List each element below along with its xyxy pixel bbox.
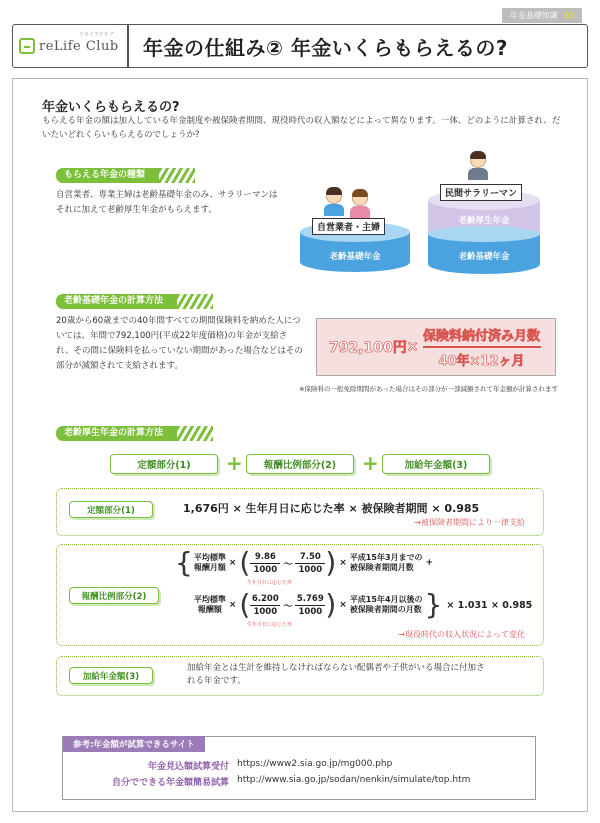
ribbon-welfare-calc [56, 426, 213, 441]
ribbon-pension-types [56, 168, 195, 183]
pill-proportional-part: 報酬比例部分(2) [246, 454, 354, 474]
fixed-part-box [56, 488, 544, 536]
ribbon-label: 老齢基礎年金の計算方法 [56, 294, 177, 309]
reference-row1-label: 年金見込額試算受付 [147, 762, 229, 772]
addition-label: 加給年金額(3) [69, 667, 153, 684]
row2-times-1: × [228, 600, 237, 610]
pill-fixed-part: 定額部分(1) [110, 454, 218, 474]
person-salaryman-icon [470, 152, 488, 180]
row2-times-2: × [339, 600, 347, 610]
cylinder-salaryman [428, 190, 540, 274]
reference-tab: 参考:年金額が試算できるサイト [63, 736, 205, 752]
fixed-part-note: →被保険者期間により一律支給 [414, 518, 525, 527]
plus-sign-2: + [362, 451, 379, 475]
proportional-row-1: { 平均標準 報酬月額 × ( 9.86 1000 〜 7.50 1000 ) × 平成15年3月までの 被保険者期間月数 + [175, 546, 434, 579]
row1-label-b: 報酬月額 [193, 563, 226, 572]
ribbon-stripes [177, 294, 213, 309]
row1-tilde: 〜 [283, 559, 293, 570]
row1-times-1: × [228, 558, 237, 568]
header-badge [502, 8, 582, 23]
intro-heading: 年金いくらもらえるの? [42, 100, 180, 115]
fixed-part-label: 定額部分(1) [69, 501, 153, 518]
ribbon-basic-calc [56, 294, 213, 309]
reference-row2-label: 自分でできる年金額簡易試算 [111, 778, 229, 788]
page-header [12, 24, 588, 68]
row1-label-a: 平均標準 [193, 553, 226, 562]
row1-sub-note: 生年月日に応じた率 [247, 580, 293, 586]
row2-f1-num: 6.200 [251, 593, 279, 604]
person-man-icon [326, 188, 344, 216]
pill-addition-amount: 加給年金額(3) [382, 454, 490, 474]
row1-f1-den: 1000 [253, 564, 278, 575]
reference-row1-link[interactable]: https://www2.sia.go.jp/mg000.php [237, 759, 393, 769]
ribbon-stripes [159, 168, 195, 183]
tag-self-employed: 自営業者・主婦 [312, 218, 385, 235]
cyl-label-basic: 老齢基礎年金 [329, 252, 381, 262]
proportional-part-box [56, 544, 544, 646]
row1-f1-num: 9.86 [254, 551, 276, 562]
badge-label: 年金基礎知識 [509, 11, 558, 20]
proportional-row-2: 平均標準 報酬額 × ( 6.200 1000 〜 5.769 1000 ) × 平成15年4月以後の 被保険者期間の月数 } × 1.031 × 0.985 [193, 588, 533, 621]
basic-calc-note: ※保険料の一般免除期間があった場合はその部分が一部減額されて年金額が計算されます [299, 385, 558, 393]
row2-f1-den: 1000 [253, 606, 278, 617]
reference-row-1 [63, 759, 392, 772]
intro-lead: もらえる年金の額は加入している年金制度や被保険者期間、現役時代の収入額などによって異なります。一体、どのように計算され、だいたいどれくらいもらえるのでしょうか? [42, 116, 561, 140]
logo [13, 25, 129, 67]
basic-calc-text: 20歳から60歳までの40年間すべての期間保険料を納めた人については、年間で792,100円(平成22年度価格)の年金が支給され、その間に保険料を払っていない期間があった場合などはその部分が減額されて支給されます。 [56, 316, 303, 371]
row1-times-2: × [339, 558, 347, 568]
logo-mark-icon [19, 38, 35, 54]
person-woman-icon [352, 190, 370, 218]
fraction-numerator: 保険料納付済み月数 [422, 329, 540, 344]
row2-term-a: 平成15年4月以後の [349, 595, 423, 604]
reference-box [62, 736, 536, 800]
row1-term-a: 平成15年3月までの [349, 553, 423, 562]
addition-text: 加給年金とは生計を維持しなければならない配偶者や子供がいる場合に付加される年金です。 [187, 663, 485, 686]
plus-sign-1: + [226, 451, 243, 475]
proportional-part-label: 報酬比例部分(2) [69, 587, 159, 604]
row1-f2-den: 1000 [298, 564, 323, 575]
fraction-denominator: 40年×12ヶ月 [438, 354, 525, 369]
row2-sub-note: 生年月日に応じた率 [247, 622, 293, 628]
cyl-label-basic-2: 老齢基礎年金 [458, 252, 510, 262]
proportional-note: →現役時代の収入状況によって変化 [398, 630, 525, 639]
row2-label-b: 報酬額 [197, 605, 222, 614]
basic-fraction [423, 325, 541, 369]
fraction-bar [423, 346, 541, 348]
reference-row-2 [63, 775, 470, 788]
ribbon-label: 老齢厚生年金の計算方法 [56, 426, 177, 441]
row2-term-b: 被保険者期間の月数 [349, 605, 422, 614]
page-title: 年金の仕組み② 年金いくらもらえるの? [143, 35, 508, 60]
ribbon-label: もらえる年金の種類 [56, 168, 159, 183]
row2-tilde: 〜 [283, 601, 293, 612]
row2-f2-den: 1000 [298, 606, 323, 617]
page-number: 02 [563, 11, 574, 20]
tag-salaryman: 民間サラリーマン [440, 184, 522, 201]
reference-row2-link[interactable]: http://www.sia.go.jp/sodan/nenkin/simulate/top.htm [237, 775, 471, 785]
ribbon-stripes [177, 426, 213, 441]
cyl-label-welfare: 老齢厚生年金 [458, 216, 510, 226]
fixed-part-formula: 1,676円 × 生年月日に応じた率 × 被保険者期間 × 0.985 [183, 502, 480, 515]
types-text: 自営業者、専業主婦は老齢基礎年金のみ、サラリーマンはそれに加えて老齢厚生年金がもらえます。 [56, 190, 278, 215]
logo-text: reLife Club [39, 38, 119, 54]
basic-amount: 792,100円 [329, 340, 407, 356]
row1-plus: + [425, 558, 434, 568]
addition-box [56, 656, 544, 696]
times-sign: × [406, 339, 419, 355]
logo-kana: リライフクラブ [79, 32, 114, 38]
row2-f2-num: 5.769 [296, 593, 324, 604]
row2-label-a: 平均標準 [193, 595, 226, 604]
basic-formula-box [316, 318, 556, 376]
row1-term-b: 被保険者期間月数 [349, 563, 414, 572]
row1-f2-num: 7.50 [299, 551, 321, 562]
row2-tail: × 1.031 × 0.985 [446, 599, 533, 611]
